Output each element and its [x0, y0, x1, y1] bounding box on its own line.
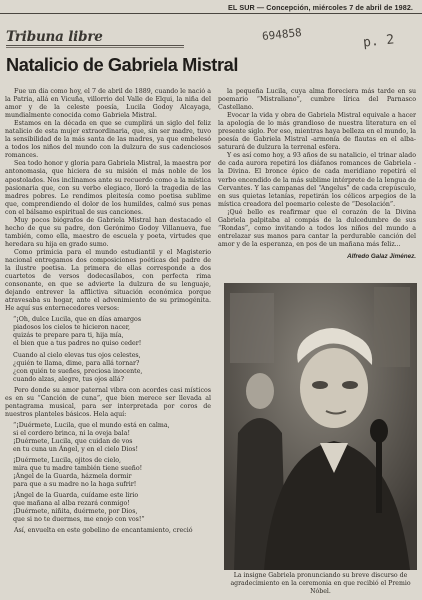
paragraph: Fue un día como hoy, el 7 de abril de 1889, cuando le nació a la Patria, allá en Vicuña, villorrio del Valle de Elqui, la niña del amor y de la celeste poesía, Lucila Godoy Alcayaga, mundialmente conocida como Gabriela Mistral.	[5, 88, 211, 120]
section-title: Tribuna libre	[6, 29, 103, 45]
paragraph: Como primicia para el mundo estudiantil y el Magisterio nacional entregamos dos composiciones poéticas del padre de la ilustre poetisa. La primera de ellas corresponde a dos cuartetos de versos dodecasílabos, con perfecta rima consonante, en que se advierte la dulzura de su lenguaje, dejando entrever la afflictiva situación económica porque atravesaba su hogar, ante el advenimiento de su primogénita. He aquí sus enternecedores versos:	[5, 248, 211, 313]
poem-line: Cuando al cielo elevas tus ojos celestes,	[13, 351, 141, 359]
poem-line: ¡Duérmete, Lucila, ojitos de cielo,	[13, 457, 122, 465]
paragraph: Muy pocos biógrafos de Gabriela Mistral han destacado el hecho de que su padre, don Gerónimo Godoy Villanueva, fue también, como ella, maestro de escuela y poeta, virtudes que heredara su hija en grado sumo.	[5, 216, 211, 248]
article-column-left	[5, 88, 211, 598]
poem-line: si el cordero brinca, ni la oveja bala!	[13, 429, 130, 437]
paragraph: la pequeña Lucila, cuya alma floreciera más tarde en su poemario “Mistraliano”, cumbre lírica del Parnasco Castellano.	[218, 88, 416, 112]
poem-line: ¡Ángel de la Guarda, házmela dormir	[13, 473, 132, 481]
paragraph: Evocar la vida y obra de Gabriela Mistral equivale a hacer la apología de lo más grandioso de nuestra literatura en el presente siglo. Por eso, mientras haya belleza en el mundo, la poesía de Gabriela Mistral -armonía de flautas en el alba- saturará de dulzura la terrenal esfera.	[218, 112, 416, 152]
poem-line: ¿con quién te sueñes, preciosa inocente,	[13, 367, 143, 375]
handwritten-page-number: p. 2	[362, 32, 396, 51]
poem-line: mira que tu madre también tiene sueño!	[13, 465, 143, 473]
photo-caption: La insigne Gabriela pronunciando su breve discurso de agradecimiento en la ceremonia en que recibió el Premio Nóbel.	[230, 572, 411, 595]
paragraph: Así, envuelta en este gobelino de encantamiento, creció	[14, 527, 193, 535]
poem-line: ¡Duérmete, niñita, duérmete, por Dios,	[13, 508, 138, 516]
handwritten-code: 694858	[261, 25, 303, 44]
section-underline	[6, 45, 184, 46]
paragraph: Pero donde su amor paternal vibra con acordes casi místicos es en su “Canción de cuna”, que bien merece ser llevada al pentagrama musical, para ser interpretada por coros de nuestros planteles básicos. Hela aquí:	[5, 386, 211, 418]
poem-stanza	[5, 316, 211, 348]
poem-line: piadosos los cielos te hicieron nacer,	[13, 324, 131, 332]
poem-line: quizás te prepare para ti, hija mía,	[13, 332, 124, 340]
poem-stanza	[5, 352, 211, 384]
poem-line: que si no te duermes, me enojo con vos!”	[13, 516, 145, 524]
poem-line: ¡Duérmete, Lucila, que cuidan de vos	[13, 437, 133, 445]
paragraph: ¡Qué bello es reafirmar que el corazón de la Divina Gabriela palpitaba al compás de la dulcedumbre de sus “Rondas”, como invitando a todos los niños del mundo a entrelazar sus manos para cantar la perdurable canción del amor y de la esperanza, en pos de un mañana más feliz...	[218, 208, 416, 248]
masthead-rule	[0, 13, 422, 14]
portrait-illustration	[224, 283, 417, 570]
paragraph: Y es así como hoy, a 93 años de su natalicio, el trinar alado de cada aurora repetirá los diáfanos romances de Gabriela -la Divina. El bronce épico de cada meridiano repetirá el verbo encendido de la más sublime intérprete de la lengua de Cervantes. Y las campanas del “Angelus” de cada crepúsculo, en sus quietas letanías, repetirán los célicos arpegios de la mística creadora del poemario celeste de “Desolación”.	[218, 152, 416, 208]
author-byline: Alfredo Galaz Jiménez.	[347, 252, 416, 260]
paragraph: Estamos en la década en que se cumplirá un siglo del feliz natalicio de esta mujer extraordinaria, que, sin ser madre, tuvo la sensibilidad de la más santa de las madres, ya que embelesó a todos los niños del mundo con la dulzura de sus cadenciosos romances.	[5, 120, 211, 160]
headline: Natalicio de Gabriela Mistral	[6, 55, 238, 75]
poem-line: que mañana al alba rezará conmigo!	[13, 500, 130, 508]
poem-line: ¿quién te llama, dime, para allá tornar?	[13, 359, 140, 367]
poem-line: para que a su madre no la haga sufrir!	[13, 481, 137, 489]
portrait-photo	[224, 283, 417, 570]
article-column-right	[218, 88, 416, 261]
section-underline-secondary	[6, 47, 184, 48]
poem-stanza	[5, 457, 211, 489]
masthead: EL SUR — Concepción, miércoles 7 de abril de 1982.	[228, 3, 414, 12]
poem-line: “¡Duérmete, Lucila, que el mundo está en calma,	[13, 421, 170, 429]
poem-line: ¡Ángel de la Guarda, cuídame este lirio	[13, 492, 139, 500]
poem-line: “¡Oh, dulce Lucila, que en días amargos	[13, 316, 142, 324]
poem-line: el bien que a tus padres no quiso ceder!	[13, 340, 142, 348]
paragraph: Sea todo honor y gloria para Gabriela Mistral, la maestra por antonomasia, que hiciera de su misión el más noble de los apostolados. Nos inclinamos ante su recuerdo como a la mística pasionaria que, con su verbo elegiaco, lloró la tragedia de las madres pobres. Le rendimos pleitesía como poetisa sublime que, comprendiendo el dolor de los humildes, calmó sus penas con el bálsamo espiritual de sus canciones.	[5, 160, 211, 216]
poem-stanza	[5, 422, 211, 454]
poem-line: en tu cuna un Ángel, y en el cielo Dios!	[13, 446, 139, 454]
poem-stanza	[5, 492, 211, 524]
poem-line: cuando alzas, alegre, tus ojos allá?	[13, 375, 125, 383]
